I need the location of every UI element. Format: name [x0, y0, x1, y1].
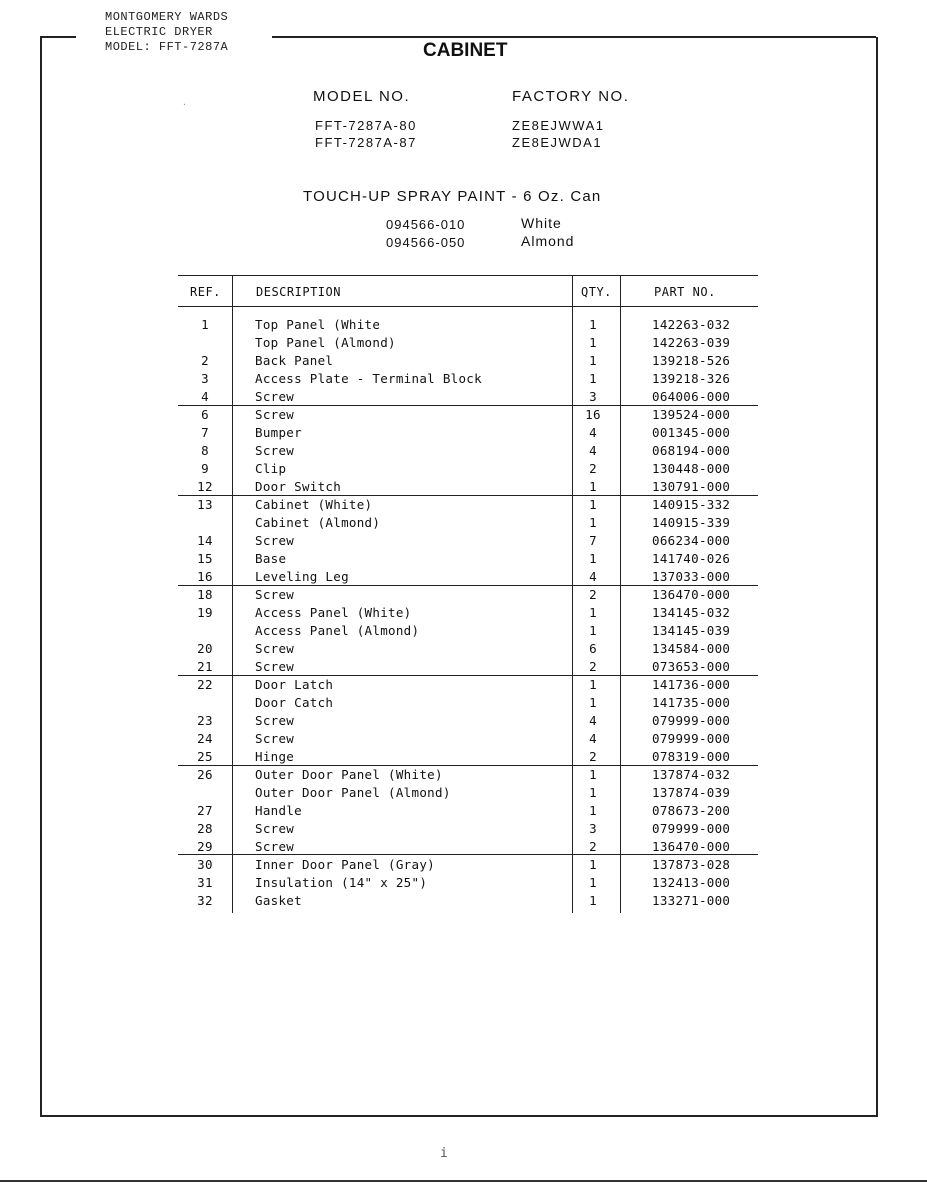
description-cell: Back Panel — [255, 353, 334, 368]
qty-cell: 2 — [589, 659, 597, 674]
ref-cell: 25 — [197, 749, 213, 764]
ref-cell: 1 — [201, 317, 209, 332]
ref-cell: 27 — [197, 803, 213, 818]
qty-cell: 4 — [589, 425, 597, 440]
group-rule — [178, 854, 758, 855]
part-number-cell: 142263-039 — [652, 335, 731, 350]
part-number-cell: 078673-200 — [652, 803, 731, 818]
qty-cell: 2 — [589, 749, 597, 764]
ref-cell: 23 — [197, 713, 213, 728]
description-cell: Screw — [255, 533, 295, 548]
ref-cell: 30 — [197, 857, 213, 872]
part-number-cell: 079999-000 — [652, 821, 731, 836]
qty-cell: 1 — [589, 605, 597, 620]
qty-cell: 2 — [589, 587, 597, 602]
paint-code: 094566-010 — [386, 217, 466, 232]
ref-cell: 4 — [201, 389, 209, 404]
ref-cell: 2 — [201, 353, 209, 368]
description-cell: Access Plate - Terminal Block — [255, 371, 482, 386]
ref-cell: 20 — [197, 641, 213, 656]
part-number-cell: 139218-526 — [652, 353, 731, 368]
ref-cell: 15 — [197, 551, 213, 566]
factory-no-header: FACTORY NO. — [512, 88, 630, 105]
qty-cell: 1 — [589, 785, 597, 800]
ref-cell: 8 — [201, 443, 209, 458]
model-number: FFT-7287A-87 — [315, 135, 417, 150]
table-row — [0, 406, 927, 424]
part-number-cell: 130448-000 — [652, 461, 731, 476]
ref-cell: 22 — [197, 677, 213, 692]
table-row — [0, 496, 927, 514]
description-cell: Door Latch — [255, 677, 334, 692]
description-cell: Bumper — [255, 425, 302, 440]
page-title: CABINET — [423, 40, 508, 61]
part-number-cell: 136470-000 — [652, 839, 731, 854]
qty-cell: 1 — [589, 695, 597, 710]
description-cell: Cabinet (Almond) — [255, 515, 381, 530]
table-row — [0, 892, 927, 910]
ref-cell: 21 — [197, 659, 213, 674]
description-cell: Screw — [255, 839, 295, 854]
ref-cell: 19 — [197, 605, 213, 620]
qty-cell: 16 — [585, 407, 601, 422]
part-number-cell: 137033-000 — [652, 569, 731, 584]
table-row — [0, 784, 927, 802]
table-row — [0, 712, 927, 730]
part-number-cell: 079999-000 — [652, 713, 731, 728]
part-number-cell: 134145-032 — [652, 605, 731, 620]
qty-cell: 1 — [589, 497, 597, 512]
part-number-cell: 137874-039 — [652, 785, 731, 800]
table-row — [0, 514, 927, 532]
qty-cell: 1 — [589, 479, 597, 494]
table-row — [0, 622, 927, 640]
description-cell: Screw — [255, 659, 295, 674]
group-rule — [178, 405, 758, 406]
description-cell: Access Panel (White) — [255, 605, 412, 620]
description-cell: Door Switch — [255, 479, 342, 494]
group-rule — [178, 675, 758, 676]
description-cell: Screw — [255, 587, 295, 602]
qty-cell: 1 — [589, 335, 597, 350]
part-number-cell: 064006-000 — [652, 389, 731, 404]
scan-speck: · — [182, 100, 187, 109]
table-row — [0, 856, 927, 874]
table-row — [0, 766, 927, 784]
description-cell: Inner Door Panel (Gray) — [255, 857, 435, 872]
part-number-cell: 140915-339 — [652, 515, 731, 530]
ref-cell: 14 — [197, 533, 213, 548]
table-row — [0, 820, 927, 838]
qty-cell: 1 — [589, 515, 597, 530]
qty-cell: 1 — [589, 371, 597, 386]
part-number-cell: 066234-000 — [652, 533, 731, 548]
description-cell: Screw — [255, 731, 295, 746]
col-header-description: DESCRIPTION — [256, 285, 341, 299]
ref-cell: 16 — [197, 569, 213, 584]
part-number-cell: 134584-000 — [652, 641, 731, 656]
part-number-cell: 141736-000 — [652, 677, 731, 692]
qty-cell: 4 — [589, 569, 597, 584]
table-row — [0, 424, 927, 442]
table-row — [0, 388, 927, 406]
description-cell: Top Panel (Almond) — [255, 335, 396, 350]
table-header-rule — [178, 306, 758, 307]
part-number-cell: 133271-000 — [652, 893, 731, 908]
table-row — [0, 460, 927, 478]
qty-cell: 1 — [589, 893, 597, 908]
ref-cell: 18 — [197, 587, 213, 602]
part-number-cell: 137873-028 — [652, 857, 731, 872]
model-number: FFT-7287A-80 — [315, 118, 417, 133]
qty-cell: 3 — [589, 389, 597, 404]
table-row — [0, 316, 927, 334]
qty-cell: 1 — [589, 803, 597, 818]
description-cell: Screw — [255, 821, 295, 836]
ref-cell: 12 — [197, 479, 213, 494]
description-cell: Screw — [255, 713, 295, 728]
paint-title: TOUCH-UP SPRAY PAINT - 6 Oz. Can — [303, 188, 602, 205]
ref-cell: 32 — [197, 893, 213, 908]
model-no-header: MODEL NO. — [313, 88, 411, 105]
header-model: MODEL: FFT-7287A — [105, 40, 229, 54]
part-number-cell: 142263-032 — [652, 317, 731, 332]
description-cell: Screw — [255, 407, 295, 422]
table-row — [0, 532, 927, 550]
header-product: ELECTRIC DRYER — [105, 25, 213, 39]
qty-cell: 4 — [589, 443, 597, 458]
group-rule — [178, 765, 758, 766]
footer-rule — [0, 1180, 927, 1182]
paint-color: Almond — [521, 233, 575, 249]
col-header-ref: REF. — [190, 285, 221, 299]
part-number-cell: 132413-000 — [652, 875, 731, 890]
part-number-cell: 141740-026 — [652, 551, 731, 566]
description-cell: Access Panel (Almond) — [255, 623, 420, 638]
description-cell: Screw — [255, 389, 295, 404]
ref-cell: 24 — [197, 731, 213, 746]
description-cell: Screw — [255, 443, 295, 458]
part-number-cell: 073653-000 — [652, 659, 731, 674]
table-row — [0, 874, 927, 892]
qty-cell: 4 — [589, 713, 597, 728]
part-number-cell: 139524-000 — [652, 407, 731, 422]
table-row — [0, 730, 927, 748]
paint-code: 094566-050 — [386, 235, 466, 250]
description-cell: Gasket — [255, 893, 302, 908]
ref-cell: 7 — [201, 425, 209, 440]
part-number-cell: 130791-000 — [652, 479, 731, 494]
table-row — [0, 550, 927, 568]
qty-cell: 1 — [589, 767, 597, 782]
description-cell: Screw — [255, 641, 295, 656]
description-cell: Outer Door Panel (White) — [255, 767, 443, 782]
group-rule — [178, 585, 758, 586]
factory-number: ZE8EJWWA1 — [512, 118, 605, 133]
table-row — [0, 658, 927, 676]
part-number-cell: 068194-000 — [652, 443, 731, 458]
part-number-cell: 079999-000 — [652, 731, 731, 746]
part-number-cell: 140915-332 — [652, 497, 731, 512]
qty-cell: 3 — [589, 821, 597, 836]
header-brand: MONTGOMERY WARDS — [105, 10, 229, 24]
description-cell: Leveling Leg — [255, 569, 349, 584]
ref-cell: 26 — [197, 767, 213, 782]
qty-cell: 4 — [589, 731, 597, 746]
part-number-cell: 136470-000 — [652, 587, 731, 602]
qty-cell: 1 — [589, 875, 597, 890]
table-row — [0, 586, 927, 604]
description-cell: Top Panel (White — [255, 317, 381, 332]
description-cell: Cabinet (White) — [255, 497, 373, 512]
table-row — [0, 694, 927, 712]
qty-cell: 2 — [589, 461, 597, 476]
table-top-rule — [178, 275, 758, 276]
qty-cell: 2 — [589, 839, 597, 854]
part-number-cell: 001345-000 — [652, 425, 731, 440]
table-row — [0, 748, 927, 766]
ref-cell: 6 — [201, 407, 209, 422]
col-header-qty: QTY. — [581, 285, 612, 299]
qty-cell: 1 — [589, 317, 597, 332]
table-row — [0, 370, 927, 388]
qty-cell: 1 — [589, 623, 597, 638]
description-cell: Outer Door Panel (Almond) — [255, 785, 451, 800]
ref-cell: 28 — [197, 821, 213, 836]
qty-cell: 6 — [589, 641, 597, 656]
qty-cell: 1 — [589, 857, 597, 872]
ref-cell: 31 — [197, 875, 213, 890]
table-row — [0, 676, 927, 694]
part-number-cell: 078319-000 — [652, 749, 731, 764]
description-cell: Base — [255, 551, 287, 566]
qty-cell: 1 — [589, 551, 597, 566]
paint-color: White — [521, 215, 562, 231]
col-header-part: PART NO. — [654, 285, 716, 299]
table-row — [0, 334, 927, 352]
description-cell: Clip — [255, 461, 287, 476]
description-cell: Insulation (14" x 25") — [255, 875, 428, 890]
group-rule — [178, 495, 758, 496]
ref-cell: 3 — [201, 371, 209, 386]
table-row — [0, 478, 927, 496]
table-row — [0, 352, 927, 370]
description-cell: Hinge — [255, 749, 295, 764]
qty-cell: 1 — [589, 353, 597, 368]
table-row — [0, 640, 927, 658]
table-row — [0, 568, 927, 586]
page-mark: i — [440, 1146, 448, 1161]
ref-cell: 13 — [197, 497, 213, 512]
qty-cell: 1 — [589, 677, 597, 692]
part-number-cell: 134145-039 — [652, 623, 731, 638]
description-cell: Door Catch — [255, 695, 334, 710]
table-row — [0, 802, 927, 820]
description-cell: Handle — [255, 803, 302, 818]
table-row — [0, 604, 927, 622]
factory-number: ZE8EJWDA1 — [512, 135, 603, 150]
ref-cell: 9 — [201, 461, 209, 476]
part-number-cell: 139218-326 — [652, 371, 731, 386]
qty-cell: 7 — [589, 533, 597, 548]
table-row — [0, 442, 927, 460]
ref-cell: 29 — [197, 839, 213, 854]
part-number-cell: 141735-000 — [652, 695, 731, 710]
part-number-cell: 137874-032 — [652, 767, 731, 782]
